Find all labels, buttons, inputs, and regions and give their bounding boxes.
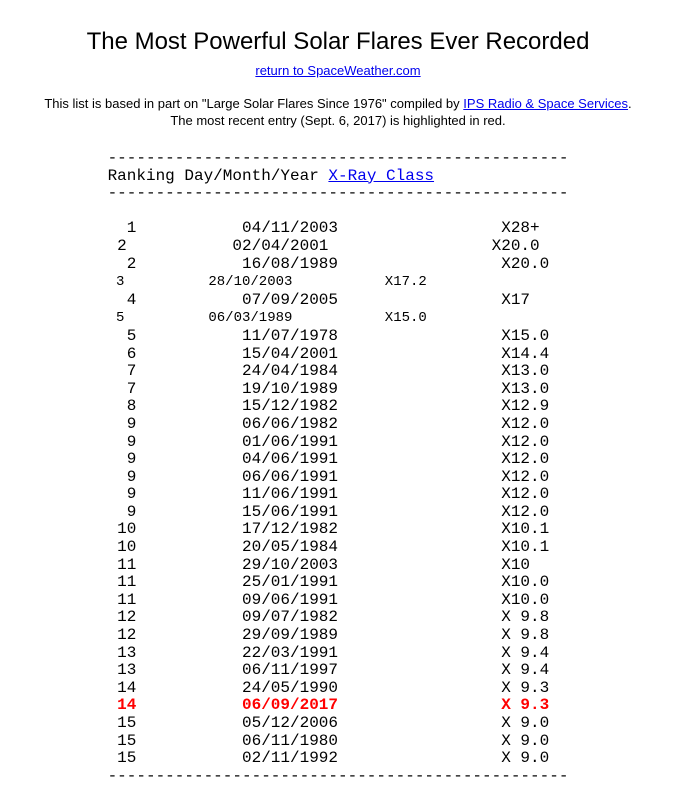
table-row: 12 29/09/1989 X 9.8 (107, 626, 550, 645)
return-line (0, 63, 676, 78)
column-header-label: Ranking Day/Month/Year (107, 166, 329, 185)
divider-mid: ------------------------------------------------ (107, 184, 569, 203)
table-row: 7 19/10/1989 X13.0 (107, 379, 550, 398)
table-row: 13 06/11/1997 X 9.4 (107, 661, 550, 680)
table-row: 9 15/06/1991 X12.0 (107, 502, 550, 521)
return-link[interactable]: return to SpaceWeather.com (255, 63, 421, 78)
table-row: 10 20/05/1984 X10.1 (107, 538, 550, 557)
table-row: 15 02/11/1992 X 9.0 (107, 749, 550, 768)
table-row: 11 29/10/2003 X10 (107, 555, 531, 574)
table-row: 10 17/12/1982 X10.1 (107, 520, 550, 539)
table-row: 5 06/03/1989 X15.0 (107, 310, 427, 327)
table-row: 8 15/12/1982 X12.9 (107, 397, 550, 416)
column-header (108, 167, 434, 185)
table-row: 4 07/09/2005 X17 (107, 290, 531, 309)
table-row: 9 11/06/1991 X12.0 (107, 485, 550, 504)
table-row: 14 06/09/2017 X 9.3 (107, 696, 550, 715)
table-row: 3 28/10/2003 X17.2 (107, 274, 427, 291)
flare-list (108, 150, 569, 785)
table-row: 15 05/12/2006 X 9.0 (107, 714, 550, 732)
table-row: 11 25/01/1991 X10.0 (107, 573, 550, 592)
intro-line1 (0, 95, 676, 112)
table-row: 1 04/11/2003 X28+ (107, 219, 540, 238)
table-row: 6 15/04/2001 X14.4 (107, 344, 550, 363)
divider-bottom: ------------------------------------------------ (107, 766, 569, 785)
rows-container (108, 219, 550, 767)
table-row: 13 22/03/1991 X 9.4 (107, 643, 550, 662)
table-row: 2 02/04/2001 X20.0 (107, 236, 540, 255)
ips-link[interactable]: IPS Radio & Space Services (463, 96, 629, 111)
xray-class-link[interactable]: X-Ray Class (328, 166, 435, 185)
intro (0, 95, 676, 129)
table-row: 12 09/07/1982 X 9.8 (107, 608, 550, 627)
divider-top: ------------------------------------------------ (107, 149, 569, 167)
intro-text-before: This list is based in part on "Large Solar Flares Since 1976" compiled by (44, 96, 464, 111)
table-row: 9 04/06/1991 X12.0 (107, 450, 550, 469)
table-row: 11 09/06/1991 X10.0 (107, 590, 550, 609)
intro-text-after: . (628, 96, 632, 111)
table-row: 14 24/05/1990 X 9.3 (107, 678, 550, 697)
table-row: 9 01/06/1991 X12.0 (107, 432, 550, 451)
table-row: 9 06/06/1982 X12.0 (107, 414, 550, 433)
table-row: 7 24/04/1984 X13.0 (107, 362, 550, 381)
table-row: 15 06/11/1980 X 9.0 (107, 731, 550, 750)
table-row: 9 06/06/1991 X12.0 (107, 467, 550, 486)
table-row: 2 16/08/1989 X20.0 (107, 254, 550, 273)
page-title: The Most Powerful Solar Flares Ever Recorded (86, 28, 590, 55)
table-row: 5 11/07/1978 X15.0 (107, 326, 550, 345)
intro-line2: The most recent entry (Sept. 6, 2017) is highlighted in red. (170, 113, 506, 128)
